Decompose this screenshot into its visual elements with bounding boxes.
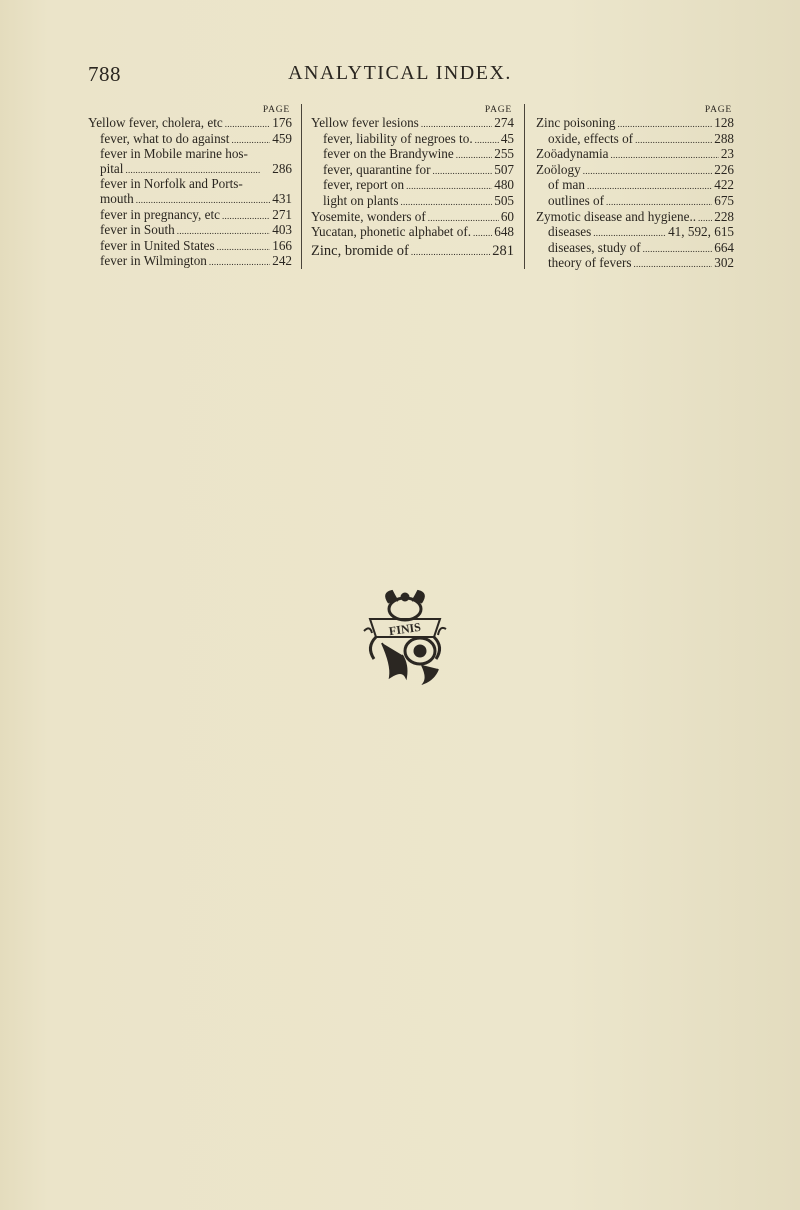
entry-page-ref: 648 xyxy=(494,224,514,240)
index-subentry xyxy=(311,194,514,210)
index-subentry xyxy=(536,256,734,272)
index-subentry xyxy=(88,239,292,255)
entry-page-ref: 288 xyxy=(714,130,734,146)
dot-leader xyxy=(635,132,712,148)
page-header xyxy=(0,60,800,88)
entry-term: fever in Mobile marine hos- xyxy=(100,146,248,162)
entry-term: Zoöadynamia xyxy=(536,146,609,162)
entry-term: mouth xyxy=(100,190,134,206)
index-subentry xyxy=(311,163,514,179)
index-column-2 xyxy=(311,104,514,259)
dot-leader xyxy=(643,241,713,257)
index-subentry xyxy=(88,254,292,270)
dot-leader xyxy=(456,147,492,163)
entry-page-ref: 255 xyxy=(494,146,514,162)
entry-page-ref: 271 xyxy=(272,206,292,222)
column-page-label: PAGE xyxy=(262,105,290,115)
entry-term: outlines of xyxy=(548,192,605,208)
running-head: ANALYTICAL INDEX. xyxy=(288,62,512,84)
entry-page-ref: 459 xyxy=(272,130,292,146)
entry-term: Yellow fever lesions xyxy=(311,115,419,130)
dot-leader xyxy=(421,116,492,132)
entry-page-ref: 41, 592, 615 xyxy=(668,224,734,240)
entry-page-ref: 507 xyxy=(494,161,514,177)
entry-page-ref: 480 xyxy=(494,177,514,193)
entry-page-ref: 45 xyxy=(500,130,514,146)
index-subentry xyxy=(88,162,292,178)
index-entry xyxy=(536,116,734,132)
entry-page-ref: 128 xyxy=(714,115,734,130)
entry-term: pital xyxy=(100,160,124,176)
column-rule xyxy=(301,104,302,269)
dot-leader xyxy=(400,194,492,210)
entry-term: fever, liability of negroes to. xyxy=(323,130,473,146)
entry-term: Yucatan, phonetic alphabet of. xyxy=(311,224,472,240)
finis-seal-ornament xyxy=(362,585,448,685)
dot-leader xyxy=(217,239,271,255)
entry-term: fever in Wilmington xyxy=(100,253,207,269)
entry-page-ref: 302 xyxy=(714,255,734,271)
dot-leader xyxy=(231,132,270,148)
dot-leader xyxy=(136,192,271,208)
entry-term: theory of fevers xyxy=(548,255,632,271)
dot-leader xyxy=(587,178,712,194)
index-subentry xyxy=(311,132,514,148)
entry-term: fever, report on xyxy=(323,177,405,193)
index-entry xyxy=(311,116,514,132)
dot-leader xyxy=(475,132,499,148)
dot-leader xyxy=(125,162,270,178)
dot-leader xyxy=(606,194,712,210)
index-column-3 xyxy=(536,104,734,272)
entry-term: fever, quarantine for xyxy=(323,161,431,177)
dot-leader xyxy=(177,223,271,239)
dot-leader xyxy=(225,116,271,132)
entry-term: fever in pregnancy, etc xyxy=(100,206,220,222)
entry-term: diseases, study of xyxy=(548,239,641,255)
entry-term: Zoölogy xyxy=(536,161,581,177)
entry-page-ref: 23 xyxy=(720,146,734,162)
entry-term: diseases xyxy=(548,224,592,240)
entry-term: Zinc poisoning xyxy=(536,115,616,130)
index-subentry xyxy=(536,178,734,194)
entry-page-ref: 60 xyxy=(500,208,514,224)
index-subentry xyxy=(88,132,292,148)
entry-term: fever, what to do against xyxy=(100,130,230,146)
entry-term: oxide, effects of xyxy=(548,130,634,146)
index-columns xyxy=(88,104,734,274)
entry-term: fever in South xyxy=(100,222,175,238)
entry-term: Yellow fever, cholera, etc xyxy=(88,115,223,130)
dot-leader xyxy=(611,147,719,163)
entry-term: Zinc, bromide of xyxy=(311,242,409,259)
entry-term: fever on the Brandywine xyxy=(323,146,454,162)
dot-leader xyxy=(473,225,492,241)
entry-page-ref: 422 xyxy=(714,177,734,193)
finis-seal-text: FINIS xyxy=(388,619,422,639)
index-subentry xyxy=(536,225,734,241)
dot-leader xyxy=(411,244,490,260)
index-entry xyxy=(311,244,514,260)
entry-page-ref: 176 xyxy=(272,115,292,130)
entry-page-ref: 675 xyxy=(714,192,734,208)
entry-page-ref: 166 xyxy=(272,237,292,253)
column-rule xyxy=(524,104,525,269)
index-subentry xyxy=(311,178,514,194)
dot-leader xyxy=(583,163,713,179)
index-subentry xyxy=(88,192,292,208)
dot-leader xyxy=(698,210,712,226)
index-subentry xyxy=(88,208,292,224)
dot-leader xyxy=(633,256,712,272)
entry-term: of man xyxy=(548,177,585,193)
entry-page-ref: 664 xyxy=(714,239,734,255)
index-subentry xyxy=(536,241,734,257)
index-subentry xyxy=(88,177,292,192)
entry-page-ref: 403 xyxy=(272,222,292,238)
entry-page-ref: 228 xyxy=(714,208,734,224)
index-entry xyxy=(88,116,292,132)
column-page-label: PAGE xyxy=(704,105,732,115)
entry-term: fever in Norfolk and Ports- xyxy=(100,176,243,192)
dot-leader xyxy=(222,208,270,224)
entry-term: fever in United States xyxy=(100,237,215,253)
index-entry xyxy=(311,210,514,226)
index-entry xyxy=(536,147,734,163)
entry-term: light on plants xyxy=(323,192,399,208)
dot-leader xyxy=(428,210,499,226)
page-number: 788 xyxy=(88,62,121,86)
index-subentry xyxy=(88,223,292,239)
dot-leader xyxy=(432,163,492,179)
entry-page-ref: 226 xyxy=(714,161,734,177)
entry-page-ref: 505 xyxy=(494,192,514,208)
index-subentry xyxy=(536,194,734,210)
index-entry xyxy=(536,210,734,226)
index-subentry xyxy=(311,147,514,163)
index-entry xyxy=(311,225,514,241)
entry-page-ref: 431 xyxy=(272,190,292,206)
entry-page-ref: 281 xyxy=(492,242,514,259)
entry-term: Zymotic disease and hygiene.. xyxy=(536,208,697,224)
entry-page-ref: 242 xyxy=(272,253,292,269)
entry-page-ref: 274 xyxy=(494,115,514,130)
index-subentry xyxy=(88,147,292,162)
dot-leader xyxy=(209,254,270,270)
dot-leader xyxy=(618,116,713,132)
index-subentry xyxy=(536,132,734,148)
dot-leader xyxy=(593,225,666,241)
index-column-1 xyxy=(88,104,292,270)
index-entry xyxy=(536,163,734,179)
entry-page-ref: 286 xyxy=(272,160,292,176)
dot-leader xyxy=(406,178,492,194)
entry-term: Yosemite, wonders of xyxy=(311,208,426,224)
column-page-label: PAGE xyxy=(484,105,512,115)
